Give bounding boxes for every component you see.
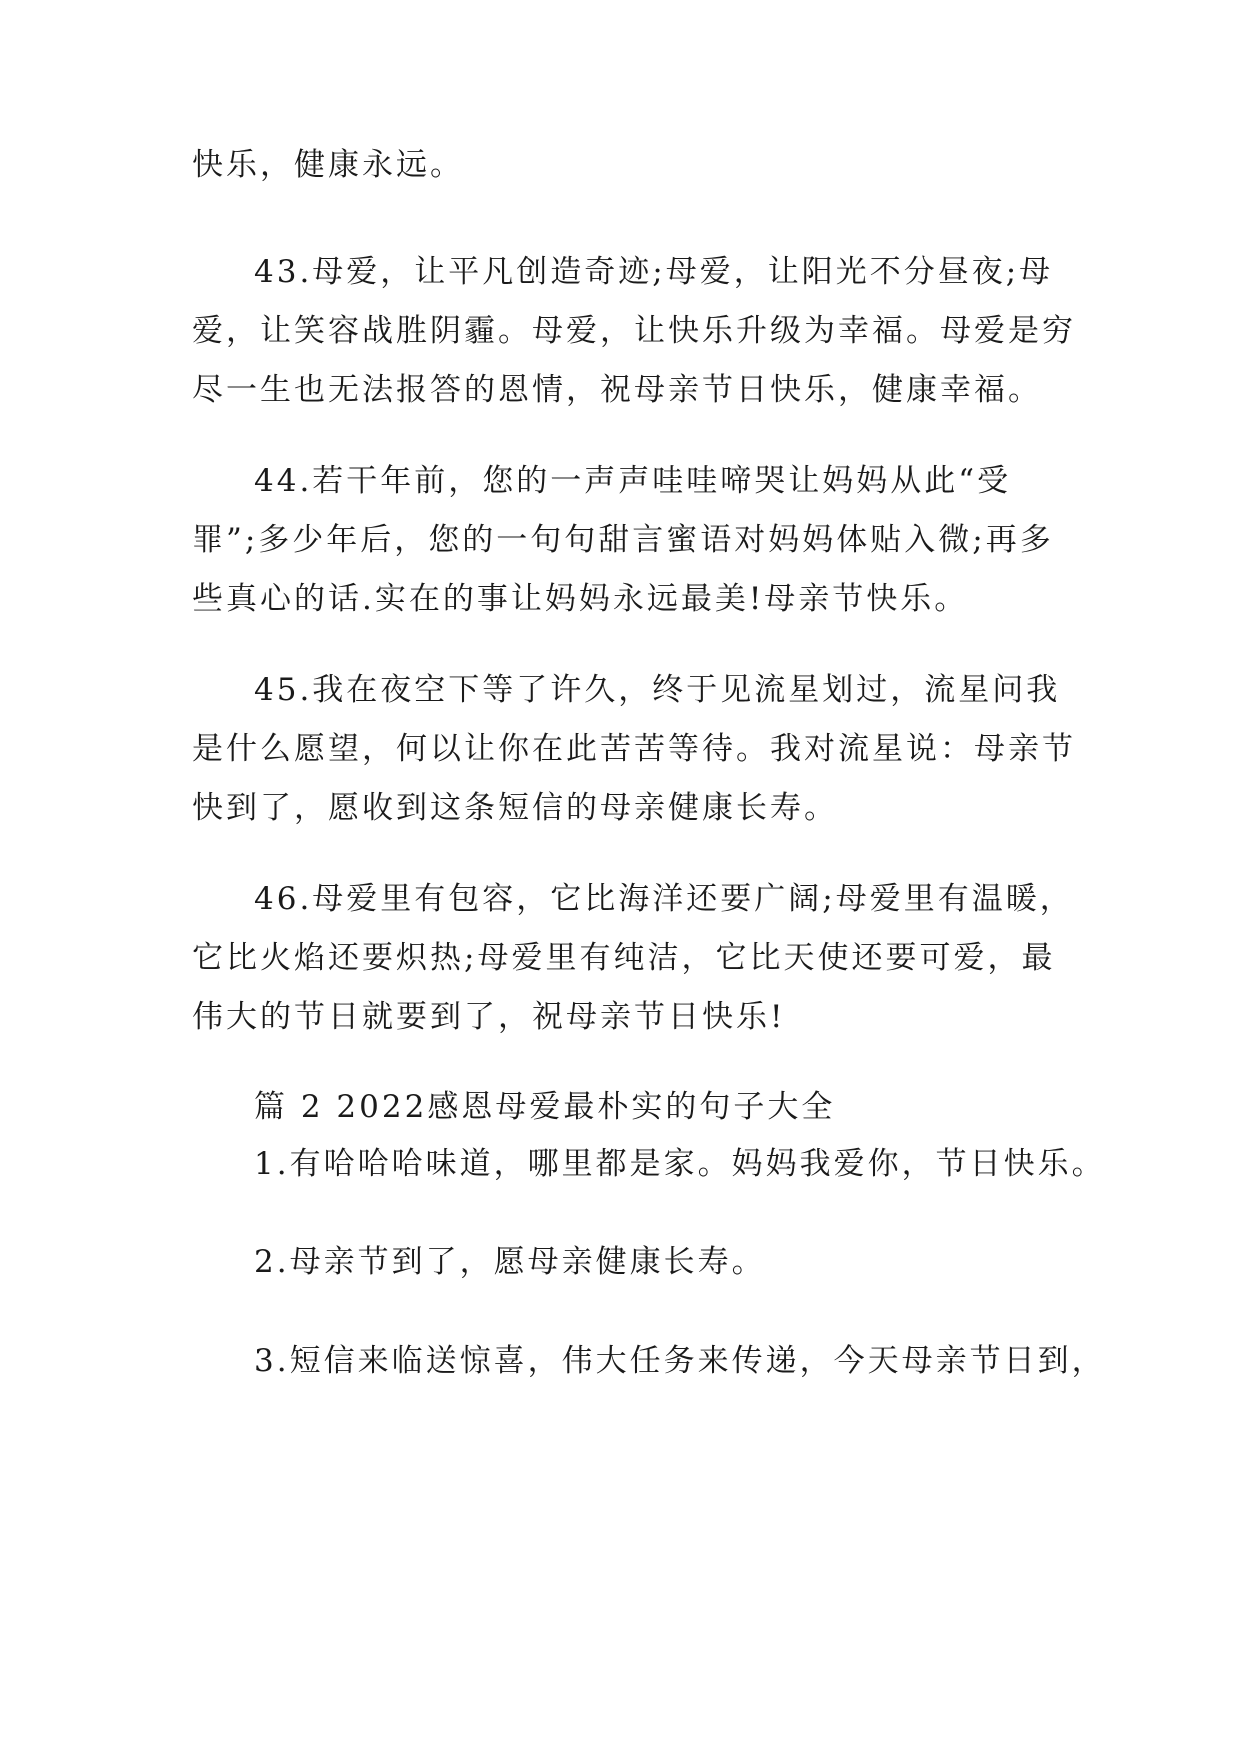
paragraph-46 [192,870,1072,1047]
paragraph-45 [192,661,1076,838]
text-line: 快到了，愿收到这条短信的母亲健康长寿。 [192,790,838,826]
section-heading [192,1078,1072,1137]
text-line: 是什么愿望，何以让你在此苦苦等待。我对流星说：母亲节 [192,731,1076,767]
text-line: 46.母爱里有包容，它比海洋还要广阔;母爱里有温暖， [254,881,1074,917]
text-line: 44.若干年前，您的一声声哇哇啼哭让妈妈从此“受 [254,463,1012,499]
text-line: 伟大的节日就要到了，祝母亲节日快乐! [192,999,786,1035]
text-line: 些真心的话.实在的事让妈妈永远最美!母亲节快乐。 [192,581,969,617]
section-title: 篇 2 2022感恩母爱最朴实的句子大全 [254,1089,836,1125]
paragraph-44 [192,452,1072,629]
paragraph-43 [192,243,1076,420]
text-line: 1.有哈哈哈味道，哪里都是家。妈妈我爱你，节日快乐。 [254,1146,1106,1182]
text-line: 它比火焰还要炽热;母爱里有纯洁，它比天使还要可爱，最 [192,940,1056,976]
list-item-3 [192,1332,1106,1391]
list-item-1 [192,1135,1106,1194]
text-line: 43.母爱，让平凡创造奇迹;母爱，让阳光不分昼夜;母 [254,254,1054,290]
text-line: 快乐，健康永远。 [192,147,464,183]
text-line: 尽一生也无法报答的恩情，祝母亲节日快乐，健康幸福。 [192,372,1042,408]
text-line: 罪”;多少年后，您的一句句甜言蜜语对妈妈体贴入微;再多 [192,522,1054,558]
text-line: 45.我在夜空下等了许久，终于见流星划过，流星问我 [254,672,1061,708]
paragraph-42-continuation [192,136,1072,195]
text-line: 2.母亲节到了，愿母亲健康长寿。 [254,1244,766,1280]
text-line: 3.短信来临送惊喜，伟大任务来传递，今天母亲节日到， [254,1343,1106,1379]
text-line: 爱，让笑容战胜阴霾。母爱，让快乐升级为幸福。母爱是穷 [192,313,1076,349]
list-item-2 [192,1233,1072,1292]
